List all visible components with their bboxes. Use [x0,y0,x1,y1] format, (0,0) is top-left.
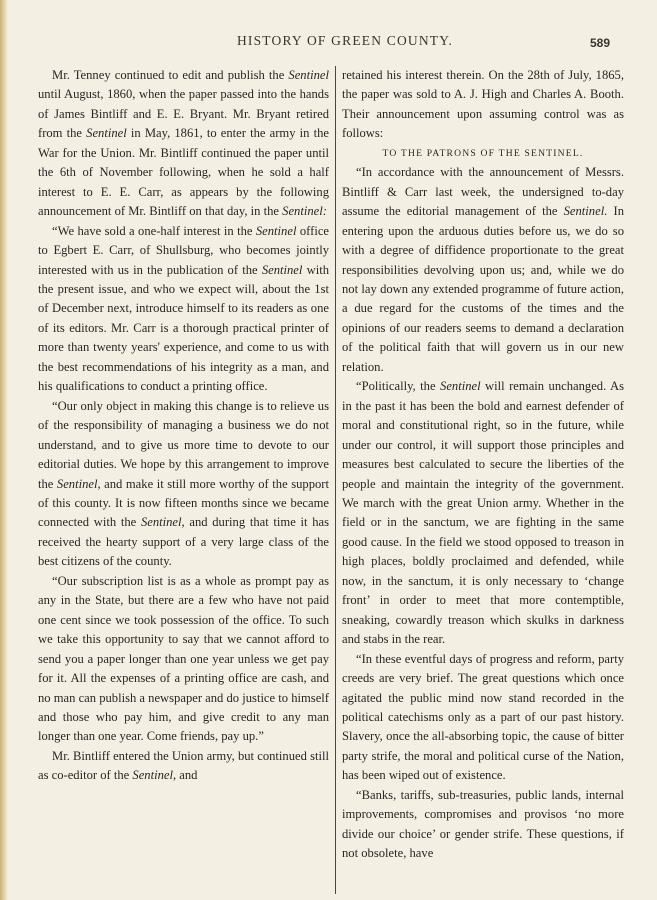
quoted-paragraph: “In accordance with the announcement of Messrs. Bintliff & Carr last week, the undersigned to-day assume the editorial management of the Sentinel. In entering upon the arduous duties before us, we do so with a degree of diffidence proportionate to the great responsibilities devolving upon us; and, while we do not lay down any extended programme of future action, a due regard for the customs of the times and the opinions of our readers seems to demand a declaration of the political faith that will govern us in our new relation. [342,165,624,374]
section-heading: TO THE PATRONS OF THE SENTINEL. [382,147,584,159]
paragraph: Mr. Bintliff entered the Union army, but continued still as co-editor of the Sentinel, and [38,748,329,783]
page-binding-edge [0,0,8,900]
paragraph: retained his interest therein. On the 28th of July, 1865, the paper was sold to A. J. High and Charles A. Booth. Their announcement upon assuming control was as follows: [342,68,624,141]
page-number: 589 [590,36,611,50]
paragraph: Mr. Tenney continued to edit and publish the Sentinel until August, 1860, when the paper passed into the hands of James Bintliff and E. E. Bryant. Mr. Bryant retired from the Sentinel in May, 1861, to enter the army in the War for the Union. Mr. Bintliff continued the paper until the 6th of November following, when he sold a half interest to E. E. Carr, as appears by the following announcement of Mr. Bintliff on that day, in the Sentinel: [38,68,329,219]
quoted-paragraph: “Our only object in making this change is to relieve us of the responsibility of managing a business we do not understand, and to give us more time to devote to our editorial duties. We hope by this arrangement to improve the Sentinel, and make it still more worthy of the support of this county. It is now fifteen months since we became connected with the Sentinel, and during that time it has received the hearty support of a very large class of the best citizens of the county. [38,398,329,569]
page-header [0,0,657,60]
right-column [342,66,624,864]
quoted-paragraph: “Politically, the Sentinel will remain unchanged. As in the past it has been the bold and earnest defender of moral and constitutional right, so in the future, while under our control, it will support those principles and measures best calculated to secure the liberties of the people and maintain the integrity of the government. We march with the great Union army. Whether in the field or in the sanctum, we are fighting in the same good cause. In the field we stood opposed to treason in high places, boldly proclaimed and defended, while now, in the sanctum, it is only necessary to ‘change front’ in order to meet that more contemptible, sneaking, cowardly treason which skulks in darkness and stabs in the rear. [342,379,625,647]
column-divider [335,66,336,894]
quoted-paragraph: “We have sold a one-half interest in the Sentinel office to Egbert E. Carr, of Shullsburg, who becomes jointly interested with us in the publication of the Sentinel with the present issue, and who we expect will, about the 1st of December next, introduce himself to its readers as one of its editors. Mr. Carr is a thorough practical printer of more than twenty years' experience, and come to us with the best recommendations of his integrity as a man, and his qualifications to conduct a printing office. [38,223,329,394]
running-title: HISTORY OF GREEN COUNTY. [236,33,454,48]
left-column [38,66,329,786]
quoted-paragraph: “Our subscription list is as a whole as prompt pay as any in the State, but there are a few who have not paid one cent since we took possession of the office. To such we take this opportunity to say that we cannot afford to send you a paper longer than one year unless we get pay for it. All the expenses of a printing office are cash, and no man can publish a newspaper and do justice to himself and those who pay him, and give credit to any man longer than one year. Come friends, pay up.” [38,573,329,744]
quoted-paragraph: “In these eventful days of progress and reform, party creeds are very brief. The great questions which once agitated the public mind now stand recorded in the political catechisms only as a part of our past history. Slavery, once the all-absorbing topic, the cause of bitter party strife, the moral and political curse of the Nation, has been wiped out of existence. [342,651,624,783]
quoted-paragraph: “Banks, tariffs, sub-treasuries, public lands, internal improvements, compromises and provisos ‘no more divide our choice’ or gender strife. These questions, if not obsolete, have [342,787,624,861]
